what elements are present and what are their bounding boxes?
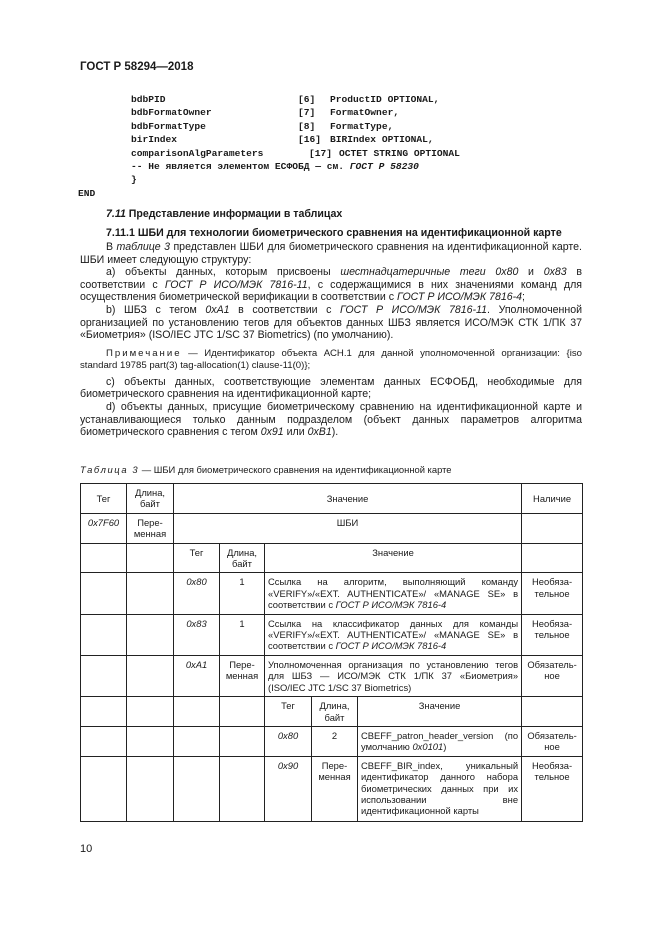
subheader-tag: Тег bbox=[174, 543, 220, 573]
text: представлен ШБИ для биометрического сравнения на идентификационной карте. ШБИ имеет следующую структуру: bbox=[80, 241, 582, 266]
code-end: END bbox=[78, 187, 96, 199]
note bbox=[80, 348, 582, 372]
text: d) объекты данных, присущие биометрическому сравнению на идентификационной карте и устанавливающиеся только данным подразделом (объект данных параметров алгоритма биометрического сравнения с тегом bbox=[80, 400, 582, 439]
header-presence: Наличие bbox=[522, 484, 583, 514]
text-ref: 0x91 bbox=[260, 426, 284, 439]
code-field-name: comparisonAlgParameters bbox=[131, 147, 264, 159]
cell-empty bbox=[127, 614, 174, 655]
cell-presence: Обязатель-ное bbox=[522, 655, 583, 696]
note-label: Примечание bbox=[106, 347, 182, 359]
table-3 bbox=[80, 483, 583, 822]
cell-presence: Обязатель-ное bbox=[522, 726, 583, 756]
cell-length: 1 bbox=[220, 614, 265, 655]
code-line bbox=[86, 133, 434, 146]
paragraph-a bbox=[80, 266, 582, 304]
paragraph-c: c) объекты данных, соответствующие элементам данных ЕСФОБД, необходимые для биометрического сравнения на идентификационной карте; bbox=[80, 375, 582, 401]
header-value: Значение bbox=[174, 484, 522, 514]
code-field-name: bdbFormatOwner bbox=[131, 107, 212, 119]
code-field-name: birIndex bbox=[131, 134, 178, 146]
cell-presence: Необяза-тельное bbox=[522, 756, 583, 821]
code-field-type: OCTET STRING OPTIONAL bbox=[339, 147, 460, 159]
subheader2-length: Длина, байт bbox=[312, 697, 358, 727]
code-comment-ref: ГОСТ Р 58230 bbox=[349, 160, 419, 172]
text-ref: шестнадцатеричные теги 0x80 bbox=[340, 266, 519, 279]
table-row bbox=[81, 655, 583, 696]
code-line bbox=[86, 93, 440, 106]
subheader-length: Длина, байт bbox=[220, 543, 265, 573]
text-ref: ГОСТ Р ИСО/МЭК 7816-4 bbox=[335, 640, 447, 652]
cell-empty bbox=[81, 655, 127, 696]
code-close-brace: } bbox=[131, 174, 137, 186]
code-field-type: BIRIndex OPTIONAL, bbox=[330, 134, 434, 146]
cell-value bbox=[265, 614, 522, 655]
cell-presence bbox=[522, 513, 583, 543]
cell-tag: 0x80 bbox=[265, 726, 312, 756]
cell-value bbox=[358, 726, 522, 756]
text: Ссылка на алгоритм, выполняющий команду «VERIFY»/«EXT. AUTHENTICATE»/ «MANAGE SE» в соответствии с bbox=[268, 576, 519, 611]
cell-empty bbox=[127, 655, 174, 696]
cell-empty bbox=[220, 697, 265, 727]
code-field-tag: [16] bbox=[298, 134, 322, 146]
text: , с содержащимися в них значениями команд для осуществления биометрической верификации в соответствии с bbox=[80, 278, 583, 304]
text: или bbox=[283, 426, 308, 439]
table-row bbox=[81, 573, 583, 614]
cell-tag: 0x7F60 bbox=[81, 513, 127, 543]
code-line bbox=[78, 187, 109, 200]
cell-tag: 0x83 bbox=[174, 614, 220, 655]
text: ) bbox=[443, 741, 447, 753]
cell-empty bbox=[81, 573, 127, 614]
cell-length: Пере-менная bbox=[127, 513, 174, 543]
text: в соответствии с bbox=[80, 266, 582, 291]
text-ref: таблице 3 bbox=[116, 241, 170, 253]
text-ref: 0xA1 bbox=[205, 303, 230, 316]
code-field-type: FormatType, bbox=[330, 120, 394, 132]
text: CBEFF_patron_header_version (по умолчанию bbox=[361, 729, 519, 753]
code-comment-prefix: -- Не является элементом ЕСФОБД — см. bbox=[131, 160, 345, 172]
text-ref: ГОСТ Р ИСО/МЭК 7816-11 bbox=[164, 278, 308, 291]
cell-length: 1 bbox=[220, 573, 265, 614]
cell-empty bbox=[127, 543, 174, 573]
table-subheader-row bbox=[81, 543, 583, 573]
code-comment-line bbox=[86, 160, 419, 173]
code-field-name: bdbPID bbox=[131, 94, 166, 105]
cell-value: Уполномоченная организация по установлению тегов для ШБЗ — ИСО/МЭК СТК 1/ПК 37 «Биометрия» (ISO/IEC JTC 1/SC 37 Biometrics) bbox=[265, 655, 522, 696]
code-line bbox=[86, 147, 460, 160]
table-header-row bbox=[81, 484, 583, 514]
cell-empty bbox=[174, 697, 220, 727]
cell-empty bbox=[81, 543, 127, 573]
cell-presence: Необяза-тельное bbox=[522, 614, 583, 655]
section-title: ШБИ для технологии биометрического сравнения на идентификационной карте bbox=[137, 227, 562, 239]
table-caption-label: Таблица 3 bbox=[80, 464, 140, 475]
section-heading-7-11-1 bbox=[106, 227, 562, 239]
note-text: — Идентификатор объекта АСН.1 для данной уполномоченной организации: {iso standard 19785 part(3) tag-allocation(1) clause-11(0)}; bbox=[80, 347, 582, 371]
cell-empty bbox=[127, 697, 174, 727]
text: . Уполномоченной организацией по установлению тегов для объектов данных ШБЗ является ИСО/МЭК СТК 1/ПК 37 «Биометрия» (ISO/IEC JTC 1/SC 37 Biometrics) (по умолчанию). bbox=[80, 303, 583, 342]
subheader2-value: Значение bbox=[358, 697, 522, 727]
cell-length: Пере-менная bbox=[220, 655, 265, 696]
table-row bbox=[81, 513, 583, 543]
paragraph-intro bbox=[80, 241, 582, 266]
cell-value: CBEFF_BIR_index, уникальный идентификатор данного набора биометрических данных при их использовании вне идентификационной карты bbox=[358, 756, 522, 821]
cell-value: ШБИ bbox=[174, 513, 522, 543]
text: ). bbox=[331, 426, 339, 439]
text-ref: ГОСТ Р ИСО/МЭК 7816-11 bbox=[340, 303, 488, 316]
text: и bbox=[518, 266, 544, 279]
section-body bbox=[80, 241, 582, 439]
text-ref: 0x83 bbox=[543, 266, 567, 279]
text: В bbox=[106, 241, 117, 253]
cell-empty bbox=[174, 756, 220, 821]
cell-tag: 0x90 bbox=[265, 756, 312, 821]
cell-length: Пере-менная bbox=[312, 756, 358, 821]
text: в соответствии с bbox=[229, 303, 341, 316]
cell-tag: 0xA1 bbox=[174, 655, 220, 696]
cell-empty bbox=[522, 543, 583, 573]
table-row bbox=[81, 614, 583, 655]
cell-tag: 0x80 bbox=[174, 573, 220, 614]
text: a) объекты данных, которым присвоены bbox=[106, 266, 341, 279]
subheader2-tag: Тег bbox=[265, 697, 312, 727]
asn1-code-block bbox=[78, 93, 460, 200]
code-field-tag: [8] bbox=[298, 120, 316, 132]
cell-presence: Необяза-тельное bbox=[522, 573, 583, 614]
cell-empty bbox=[522, 697, 583, 727]
section-heading-7-11 bbox=[106, 208, 342, 220]
table-caption bbox=[80, 464, 452, 475]
text: b) ШБЗ с тегом bbox=[106, 303, 206, 316]
cell-empty bbox=[81, 756, 127, 821]
code-field-tag: [7] bbox=[298, 107, 316, 119]
page-number: 10 bbox=[80, 843, 93, 855]
text-ref: ГОСТ Р ИСО/МЭК 7816-4 bbox=[335, 599, 447, 611]
text-ref: 0x0101 bbox=[412, 741, 444, 753]
code-field-name: bdbFormatType bbox=[131, 120, 206, 132]
code-line bbox=[86, 120, 394, 133]
code-line bbox=[86, 106, 400, 119]
section-number: 7.11.1 bbox=[106, 227, 135, 239]
header-length: Длина, байт bbox=[127, 484, 174, 514]
code-line bbox=[86, 173, 137, 186]
standard-header: ГОСТ Р 58294—2018 bbox=[80, 61, 194, 73]
text: Ссылка на классификатор данных для команды «VERIFY»/«EXT. AUTHENTICATE»/ «MANAGE SE» в соответствии с bbox=[268, 617, 519, 652]
code-field-tag: [6] bbox=[298, 94, 316, 105]
header-tag: Тег bbox=[81, 484, 127, 514]
cell-empty bbox=[220, 756, 265, 821]
cell-empty bbox=[81, 697, 127, 727]
cell-empty bbox=[220, 726, 265, 756]
table-subheader-row bbox=[81, 697, 583, 727]
cell-empty bbox=[81, 614, 127, 655]
subheader-value: Значение bbox=[265, 543, 522, 573]
code-comment bbox=[131, 160, 419, 173]
code-field-type: ProductID OPTIONAL, bbox=[330, 94, 440, 105]
cell-empty bbox=[81, 726, 127, 756]
cell-value bbox=[265, 573, 522, 614]
table-row bbox=[81, 756, 583, 821]
cell-empty bbox=[127, 726, 174, 756]
code-field-type: FormatOwner, bbox=[330, 107, 400, 119]
table-row bbox=[81, 726, 583, 756]
cell-empty bbox=[174, 726, 220, 756]
text-ref: 0xB1 bbox=[307, 426, 332, 439]
cell-length: 2 bbox=[312, 726, 358, 756]
text-ref: ГОСТ Р ИСО/МЭК 7816-4 bbox=[397, 291, 523, 304]
cell-empty bbox=[127, 573, 174, 614]
section-number: 7.11 bbox=[106, 208, 126, 220]
text: ; bbox=[522, 291, 525, 304]
paragraph-d bbox=[80, 401, 582, 439]
table-caption-text: — ШБИ для биометрического сравнения на идентификационной карте bbox=[139, 464, 452, 475]
cell-empty bbox=[127, 756, 174, 821]
paragraph-b bbox=[80, 304, 582, 342]
code-field-tag: [17] bbox=[309, 147, 333, 159]
section-title: Представление информации в таблицах bbox=[128, 208, 343, 220]
